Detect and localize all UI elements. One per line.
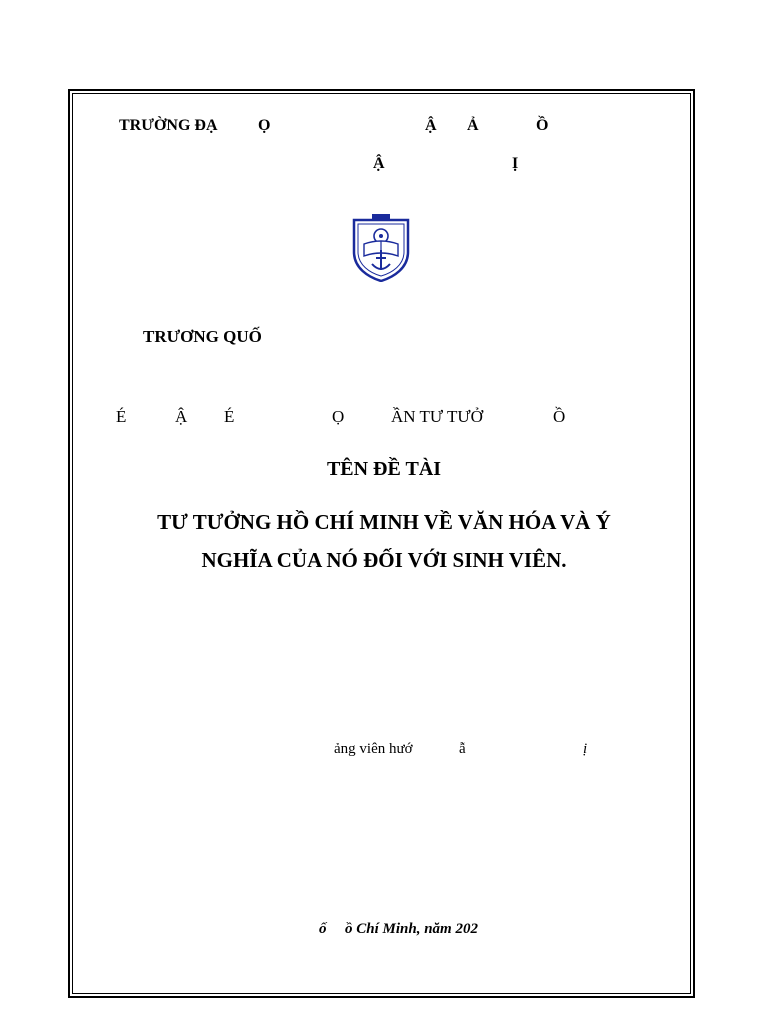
- course-line-part: ẦN TƯ TƯỞ: [391, 407, 483, 426]
- faculty-name-part: Ậ: [373, 155, 385, 172]
- topic-title-line-2: NGHĨA CỦA NÓ ĐỐI VỚI SINH VIÊN.: [201, 548, 567, 572]
- faculty-name-part: Ị: [512, 155, 519, 172]
- course-line-part: É: [116, 407, 127, 426]
- university-name-part: Ồ: [536, 117, 549, 134]
- location-year: ồ Chí Minh, năm 202: [345, 921, 478, 937]
- university-name-part: TRƯỜNG ĐẠ: [119, 117, 218, 134]
- university-name-part: Ậ: [425, 117, 437, 134]
- university-crest-icon: [350, 214, 412, 282]
- topic-title-line-1: TƯ TƯỞNG HỒ CHÍ MINH VỀ VĂN HÓA VÀ Ý: [157, 510, 611, 534]
- location-year-part: ố: [319, 921, 327, 937]
- course-line-part: Ậ: [175, 407, 188, 426]
- course-line-part: É: [224, 407, 235, 426]
- supervisor-label-part: ị: [583, 741, 588, 757]
- course-line-part: Ọ: [332, 407, 345, 426]
- student-name: TRƯƠNG QUỐ: [143, 327, 262, 346]
- course-line-part: Ồ: [553, 407, 566, 426]
- topic-heading: TÊN ĐỀ TÀI: [326, 458, 442, 480]
- university-name-part: Ọ: [258, 117, 271, 134]
- supervisor-label-part: ẫ: [459, 741, 466, 757]
- supervisor-label-part: ảng viên hướ: [334, 741, 413, 757]
- university-name-part: Ả: [467, 117, 479, 134]
